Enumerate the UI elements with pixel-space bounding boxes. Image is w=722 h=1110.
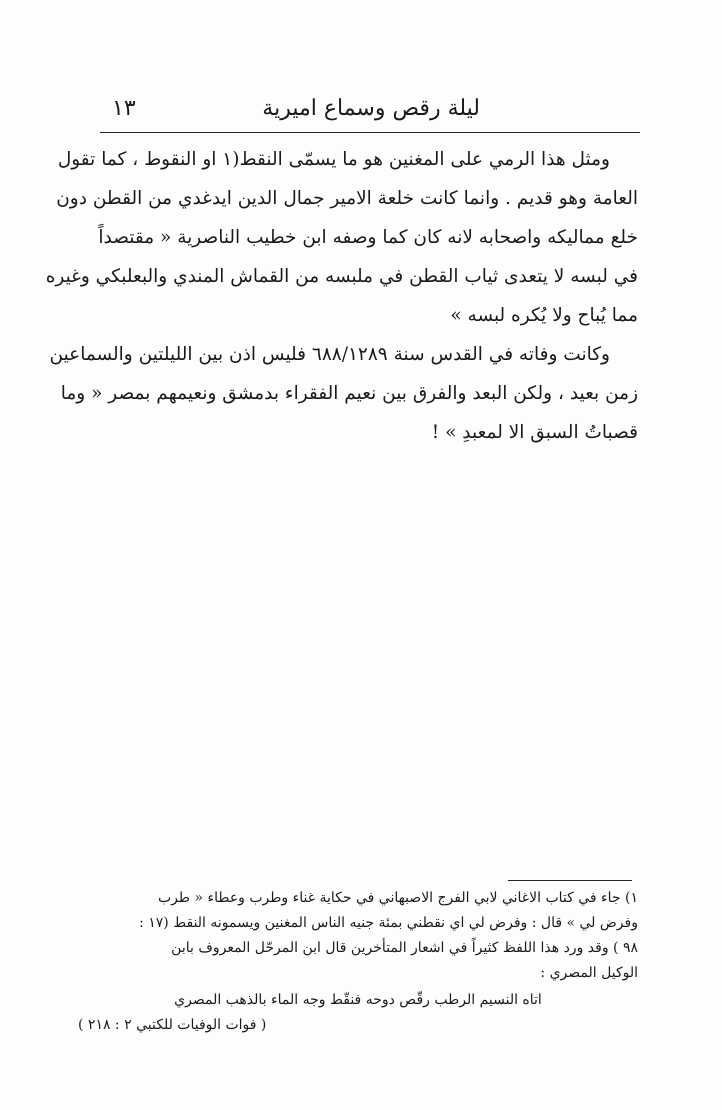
footnote-line: ١) جاء في كتاب الاغاني لابي الفرج الاصبهاني في حكاية غناء وطرب وعطاء « طرب — [157, 890, 638, 906]
footnote-source: ( فوات الوفيات للكتبي ٢ : ٢١٨ ) — [78, 1017, 267, 1033]
footnote-line: وفرض لي » قال : وفرض لي اي نقطني بمئة جنيه الناس المغنين ويسمونه النقط (١٧ : — [139, 915, 638, 931]
text-line: ومثل هذا الرمي على المغنين هو ما يسمّى النقط(١ او النقوط ، كما تقول — [57, 149, 610, 170]
page-header — [100, 92, 640, 132]
running-title: ليلة رقص وسماع اميرية — [262, 96, 480, 121]
footnote-line: ٩٨ ) وقد ورد هذا اللفظ كثيراً في اشعار المتأخرين قال ابن المرحّل المعروف بابن — [171, 940, 638, 956]
text-line: قصباتُ السبق الا لمعبدِ » ! — [431, 422, 638, 443]
footnote-verse: اتاه النسيم الرطب رقّص دوحه فنقّط وجه الماء بالذهب المصري — [174, 992, 542, 1008]
text-line: مما يُباح ولا يُكره لبسه » — [450, 305, 638, 326]
footnotes — [78, 886, 638, 1038]
header-rule — [100, 132, 640, 133]
text-line: زمن بعيد ، ولكن البعد والفرق بين نعيم الفقراء بدمشق ونعيمهم بمصر « وما — [60, 383, 638, 404]
text-line: في لبسه لا يتعدى ثياب القطن في ملبسه من القماش المندي والبعلبكي وغيره — [45, 266, 638, 287]
main-text — [45, 140, 638, 452]
text-line: العامة وهو قديم . وانما كانت خلعة الامير جمال الدين ايدغدي من القطن دون — [56, 188, 638, 209]
footnote-rule — [508, 880, 632, 881]
text-line: وكانت وفاته في القدس سنة ٦٨٨/١٢٨٩ فليس اذن بين الليلتين والسماعين — [49, 344, 610, 365]
footnote-line: الوكيل المصري : — [540, 965, 638, 981]
page-number: ١٣ — [112, 96, 136, 121]
text-line: خلع مماليكه واصحابه لانه كان كما وصفه ابن خطيب الناصرية « مقتصداً — [98, 227, 638, 248]
